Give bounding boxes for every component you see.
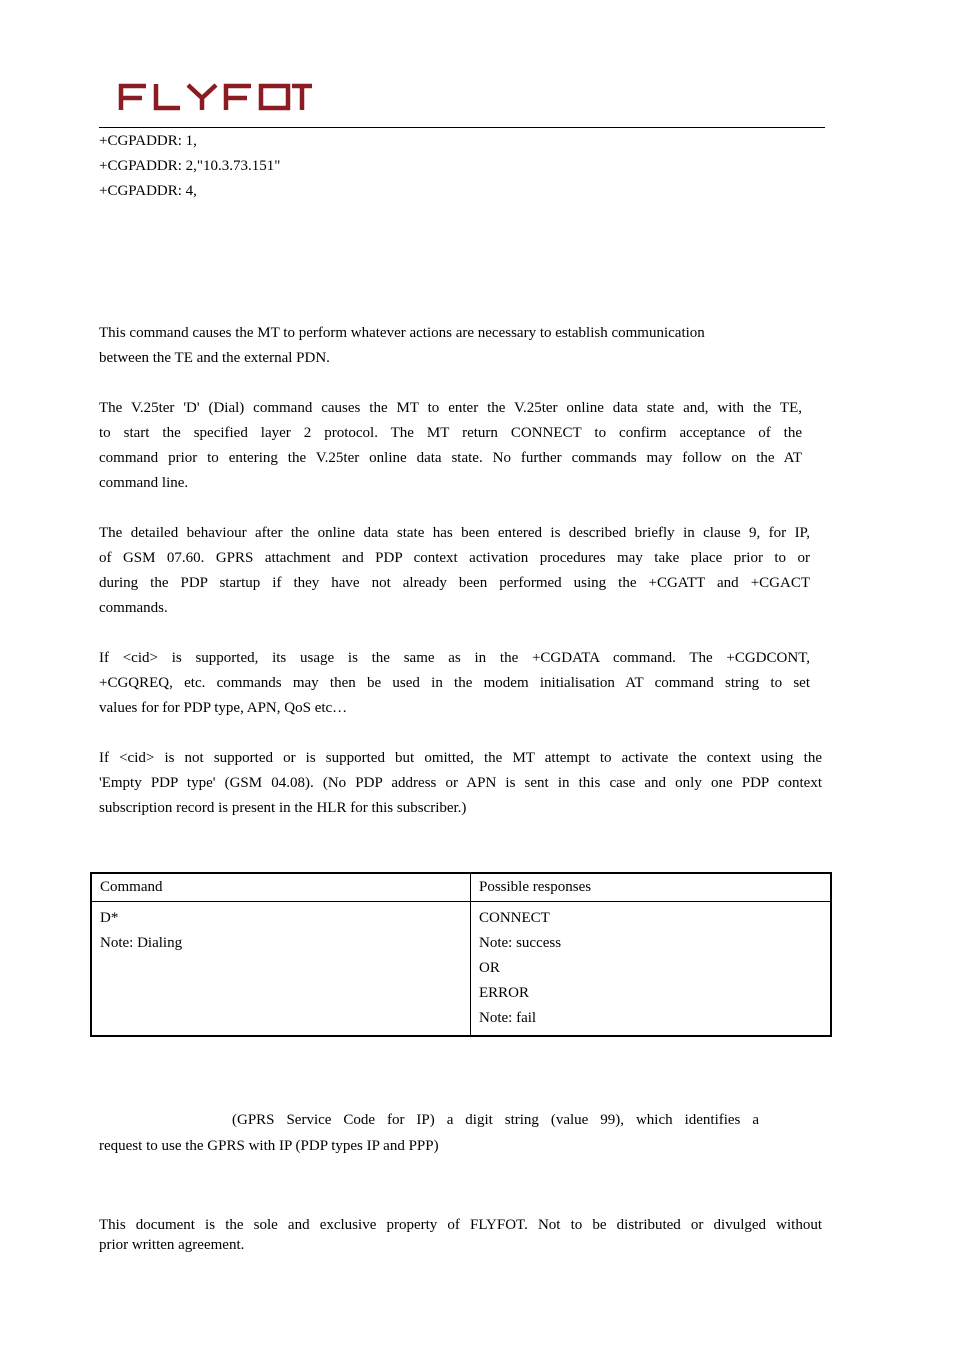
text-line: subscription record is present in the HLR for this subscriber.) [99,800,467,816]
text-line: of GSM 07.60. GPRS attachment and PDP context activation procedures may take place prior to or [99,550,810,566]
header-responses: Possible responses [471,873,832,902]
text-line: +CGQREQ, etc. commands may then be used in the modem initialisation AT command string to set [99,675,810,691]
command-cell [91,902,471,1037]
table-row [91,902,831,1037]
text-line: command line. [99,475,189,491]
param-description-continued: request to use the GPRS with IP (PDP types IP and PPP) [99,1138,439,1154]
logo-text: FLYFOT [118,82,122,83]
paragraph-cid-supported [99,646,810,721]
responses-cell [471,902,832,1037]
code-line: +CGPADDR: 2,"10.3.73.151" [99,158,281,174]
text-line: This document is the sole and exclusive property of FLYFOT. Not to be distributed or divulged without [99,1217,822,1233]
text-line: prior written agreement. [99,1237,245,1253]
header-command: Command [91,873,471,902]
text-line: If <cid> is not supported or is supported but omitted, the MT attempt to activate the context using the [99,750,822,766]
command-line: Note: Dialing [100,935,183,951]
text-line: If <cid> is supported, its usage is the same as in the +CGDATA command. The +CGDCONT, [99,650,810,666]
footer-notice [99,1215,822,1255]
code-line: +CGPADDR: 4, [99,183,197,199]
param-description [232,1108,759,1133]
response-line: OR [479,960,500,976]
paragraph-behaviour [99,521,810,621]
paragraph-cid-not-supported [99,746,822,821]
table-header-row [91,873,831,902]
text-line: values for for PDP type, APN, QoS etc… [99,700,348,716]
text-line: between the TE and the external PDN. [99,350,330,366]
text-line: to start the specified layer 2 protocol. The MT return CONNECT to confirm acceptance of the [99,425,802,441]
response-line: Note: success [479,935,562,951]
text-line: (GPRS Service Code for IP) a digit string (value 99), which identifies a [232,1112,759,1128]
response-table [90,872,832,1037]
response-line: ERROR [479,985,530,1001]
paragraph-description [99,321,789,371]
response-line: Note: fail [479,1010,537,1026]
text-line: The V.25ter 'D' (Dial) command causes the MT to enter the V.25ter online data state and, with the TE, [99,400,802,416]
header-divider [99,127,825,128]
flyfot-logo [118,82,312,112]
text-line: The detailed behaviour after the online data state has been entered is described briefly in clause 9, for IP, [99,525,810,541]
text-line: This command causes the MT to perform whatever actions are necessary to establish communication [99,325,705,341]
response-line: CONNECT [479,910,550,926]
text-line: commands. [99,600,168,616]
paragraph-dial [99,396,802,496]
code-line: +CGPADDR: 1, [99,133,197,149]
text-line: during the PDP startup if they have not already been performed using the +CGATT and +CGACT [99,575,810,591]
text-line: 'Empty PDP type' (GSM 04.08). (No PDP address or APN is sent in this case and only one PDP context [99,775,822,791]
command-line: D* [100,910,119,926]
text-line: command prior to entering the V.25ter online data state. No further commands may follow on the AT [99,450,802,466]
